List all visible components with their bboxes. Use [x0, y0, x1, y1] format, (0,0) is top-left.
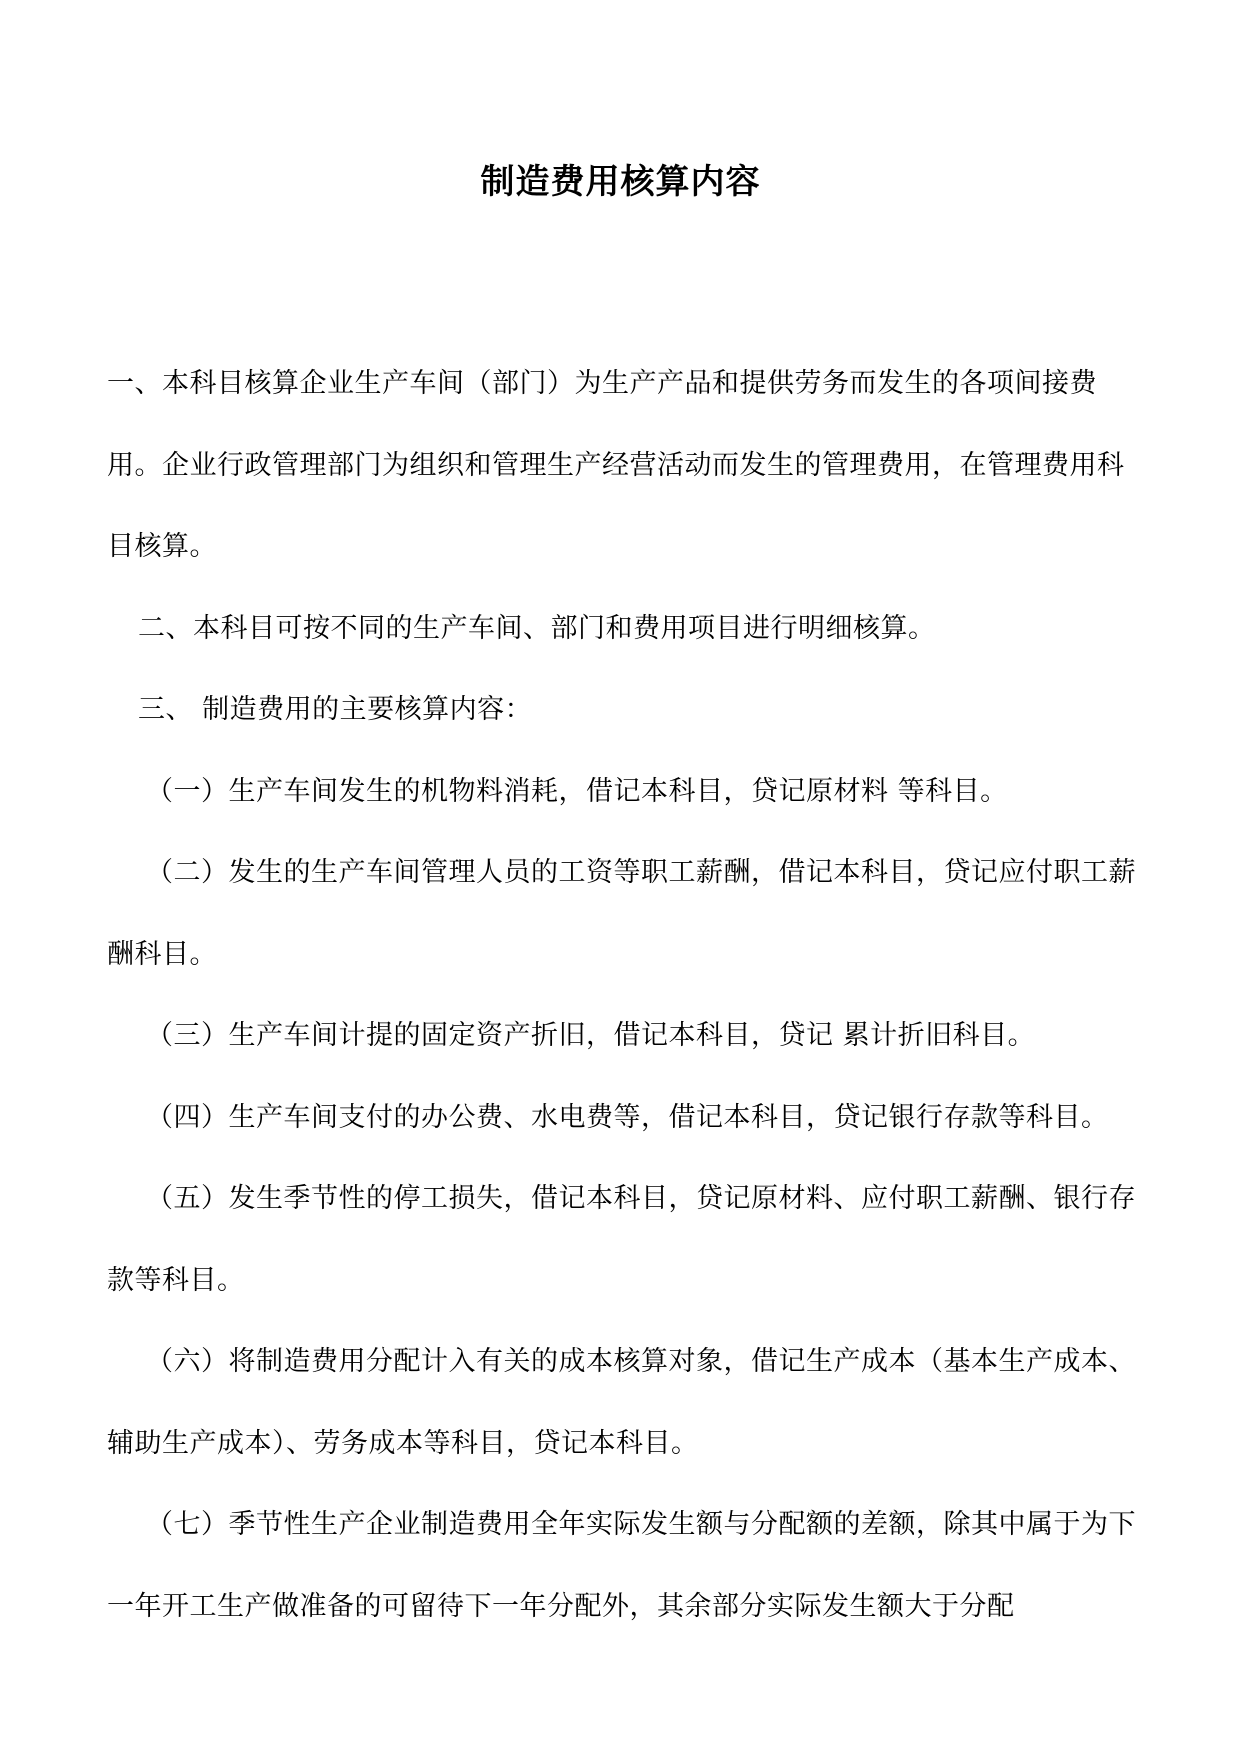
paragraph-6: （三）生产车间计提的固定资产折旧，借记本科目，贷记 累计折旧科目。: [146, 1020, 1036, 1051]
paragraph-2: 二、本科目可按不同的生产车间、部门和费用项目进行明细核算。: [138, 612, 936, 644]
document-title: 制造费用核算内容: [480, 162, 761, 202]
paragraph-7: （四）生产车间支付的办公费、水电费等，借记本科目，贷记银行存款等科目。: [146, 1101, 1109, 1133]
paragraph-8: （五）发生季节性的停工损失，借记本科目，贷记原材料、应付职工薪酬、银行存款等科目。: [107, 1183, 1136, 1296]
paragraph-4: （一）生产车间发生的机物料消耗，借记本科目，贷记原材料 等科目。: [146, 775, 1008, 807]
paragraph-3: 三、 制造费用的主要核算内容：: [138, 694, 533, 725]
paragraph-10: （七）季节性生产企业制造费用全年实际发生额与分配额的差额，除其中属于为下一年开工生产做准备的可留待下一年分配外，其余部分实际发生额大于分配: [107, 1509, 1136, 1622]
document-body: [107, 343, 1137, 1647]
paragraph-5: （二）发生的生产车间管理人员的工资等职工薪酬，借记本科目，贷记应付职工薪酬科目。: [107, 857, 1136, 970]
paragraph-9: （六）将制造费用分配计入有关的成本核算对象，借记生产成本（基本生产成本、辅助生产成本）、劳务成本等科目，贷记本科目。: [107, 1346, 1136, 1459]
paragraph-1: 一、本科目核算企业生产车间（部门）为生产产品和提供劳务而发生的各项间接费用。企业行政管理部门为组织和管理生产经营活动而发生的管理费用，在管理费用科目核算。: [107, 368, 1125, 562]
